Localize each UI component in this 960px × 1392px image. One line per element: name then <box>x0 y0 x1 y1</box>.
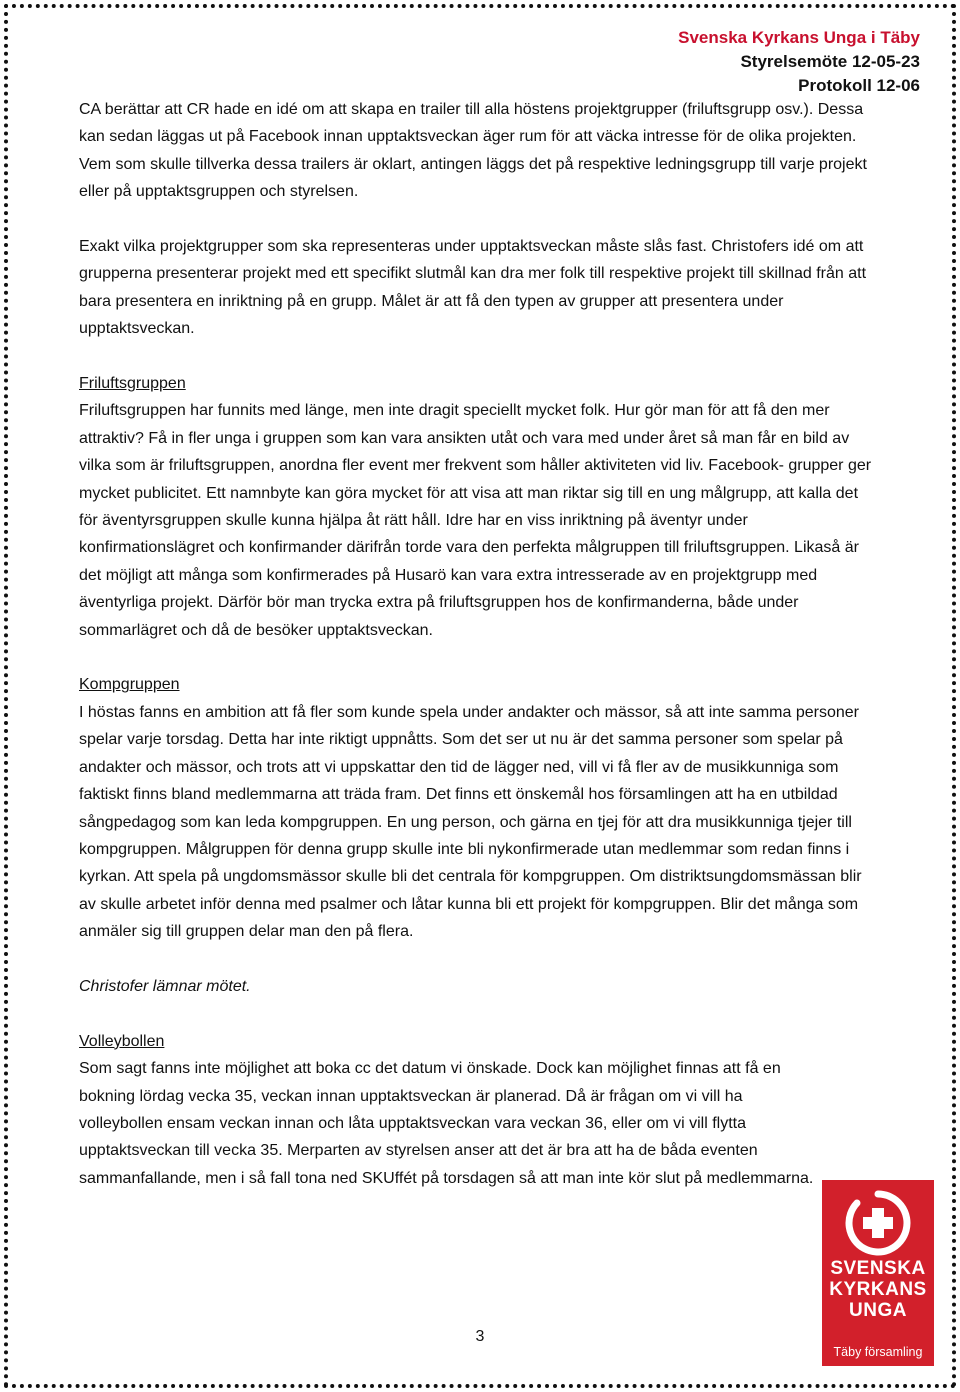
section-title-kompgruppen: Kompgruppen <box>79 676 180 694</box>
note-christofer: Christofer lämnar mötet. <box>79 977 251 995</box>
section-title-volleybollen: Volleybollen <box>79 1032 165 1050</box>
section-friluftsgruppen <box>79 370 879 644</box>
section-kompgruppen <box>79 671 879 945</box>
section-body-volleybollen: Som sagt fanns inte möjlighet att boka cc det datum vi önskade. Dock kan möjlighet finnas att få en bokning lördag vecka 35, veckan innan upptaktsveckan är planerad. Då är frågan om vi vill ha volleybollen ensam veckan innan och låta upptaktsveckan vara veckan 36, eller om vi vill flytta upptaktsveckan till vecka 35. Merparten av styrelsen anser att det är bra att ha de båda eventen sammanfallande, men i så fall tona ned SKUffét på torsdagen så att man inte kör slut på medlemmarna. <box>79 1060 814 1187</box>
header-organization: Svenska Kyrkans Unga i Täby <box>678 28 920 47</box>
document-body <box>79 96 879 1220</box>
logo-word-3: UNGA <box>849 1300 907 1321</box>
logo-word-2: KYRKANS <box>829 1279 927 1300</box>
section-body-kompgruppen: I höstas fanns en ambition att få fler som kunde spela under andakter och mässor, så att inte samma personer spelar varje torsdag. Detta har inte riktigt uppnåtts. Som det ser ut nu är det samma personer som spelar på andakter och mässor, och trots att vi uppskattar den tid de lägger ned, vill vi få fler av de musikkunniga som faktiskt finns bland medlemmarna att träda fram. Det finns ett önskemål hos församlingen att ha en utbildad sångpedagog som kan leda kompgruppen. En ung person, och gärna en tjej för att dra musikkunniga tjejer till kompgruppen. Målgruppen för denna grupp skulle inte bli nykonfirmerade utan medlemmar som redan finns i kyrkan. Att spela på ungdomsmässor skulle bli det centrala för kompgruppen. Om distriktsungdomsmässan blir av skulle arbetet inför denna med psalmer och låtar kunna bli ett projekt för kompgruppen. Blir det många som anmäler sig till gruppen delar man den på flera. <box>79 703 862 941</box>
logo-parish: Täby församling <box>833 1345 923 1359</box>
header-protocol: Protokoll 12-06 <box>798 76 920 95</box>
logo-word-1: SVENSKA <box>830 1258 926 1279</box>
paragraph-trailer: CA berättar att CR hade en idé om att skapa en trailer till alla höstens projektgrupper (friluftsgrupp osv.). Dessa kan sedan läggas ut på Facebook innan upptaktsveckan äger rum för att väcka intresse för de olika projekten. Vem som skulle tillverka dessa trailers är oklart, antingen läggs det på respektive ledningsgrupp till varje projekt eller på upptaktsgruppen och styrelsen. <box>79 101 867 201</box>
cross-circle-icon <box>843 1188 913 1258</box>
section-body-friluftsgruppen: Friluftsgruppen har funnits med länge, men inte dragit speciellt mycket folk. Hur gör man för att få den mer attraktiv? Få in fler unga i gruppen som kan vara ansikten utåt och vara med under året så man får en bild av vilka som är friluftsgruppen, anordna fler event mer frekvent som håller aktiviteten vid liv. Facebook- grupper ger mycket publicitet. Ett namnbyte kan göra mycket för att visa att man riktar sig till en ung målgrupp, att kalla det för äventyrsgruppen skulle kunna hjälpa åt rätt håll. Idre har en viss inriktning på äventyr under konfirmationslägret och konfirmander därifrån torde vara den perfekta målgruppen till friluftsgruppen. Likaså är det möjligt att många som konfirmerades på Husarö kan vara extra intresserade av en projektgrupp med äventyrliga projekt. Därför bör man trycka extra på friluftsgruppen hos de konfirmanderna, både under sommarlägret och då de besöker upptaktsveckan. <box>79 402 872 639</box>
section-volleybollen <box>79 1028 879 1192</box>
section-title-friluftsgruppen: Friluftsgruppen <box>79 375 186 393</box>
document-header <box>678 26 920 98</box>
page-number: 3 <box>475 1328 485 1345</box>
paragraph-projektgrupper: Exakt vilka projektgrupper som ska representeras under upptaktsveckan måste slås fast. Christofers idé om att grupperna presenterar projekt med ett specifikt slutmål kan dra mer folk till respektive projekt till skillnad från att bara presentera en inriktning på en grupp. Målet är att få den typen av grupper att presentera under upptaktsveckan. <box>79 238 867 338</box>
header-meeting: Styrelsemöte 12-05-23 <box>740 52 920 71</box>
